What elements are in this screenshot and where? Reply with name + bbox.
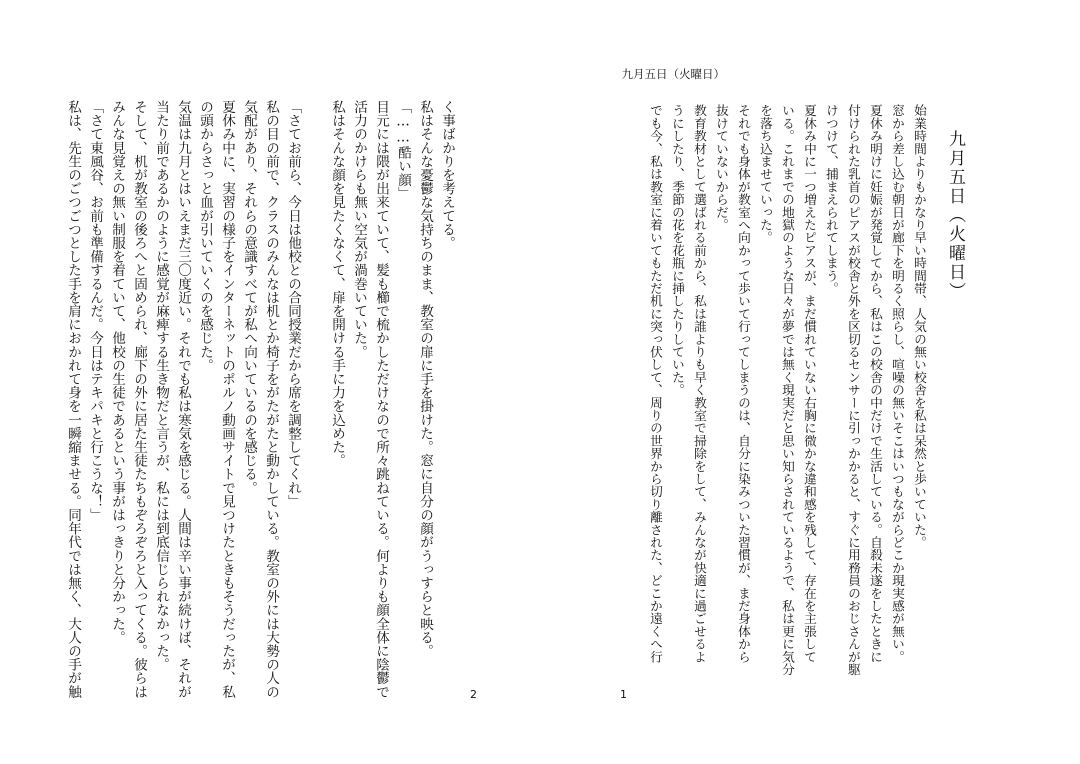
- text-line: 気配があり、それらの意識すべてが私へ向いているのを感じる。: [241, 100, 257, 495]
- text-line: 「さてお前ら、今日は他校との合同授業だから席を調整してくれ」: [285, 100, 301, 508]
- text-line: 目元には隈が出来ていて、髪も櫛で梳かしただけなので所々跳ねている。何よりも顔全体に陰鬱で: [373, 100, 389, 699]
- text-line: 窓から差し込む朝日が廊下を明るく照らし、喧噪の無いそこはいつもながらどこか現実感が無い。: [890, 104, 905, 663]
- text-line: 当たり前であるかのように感覚が麻痺する生き物だと言うが、私には到底信じられなかった。: [153, 100, 169, 672]
- text-line: みんな見覚えの無い制服を着ていて、他校の生徒であるという事がはっきりと分かった。: [109, 100, 125, 644]
- chapter-title: 九月五日（火曜日）: [945, 130, 965, 301]
- text-line: 私の目の前で、クラスのみんなは机とか椅子をがたがたと動かしている。教室の外には大勢の人の: [263, 100, 279, 699]
- text-line: 付けられた乳首のピアスが校舎と外を区切るセンサーに引っかかると、すぐに用務員のおじさんが駆: [846, 104, 861, 676]
- text-line: 私はそんな顔を見たくなくて、扉を開ける手に力を込めた。: [329, 100, 345, 468]
- left-page-body: [62, 100, 458, 720]
- text-line: 気温は九月とはいえまだ三〇度近い。それでも私は寒気を感じる。人間は辛い事が続けば、それが: [175, 100, 191, 699]
- page-number: 2: [470, 688, 477, 701]
- text-line: 活力のかけらも無い空気が渦巻いていた。: [351, 100, 367, 359]
- text-line: 私は、先生のごつごつとした手を肩におかれて身を一瞬縮ませる。同年代では無く、大人の手が触: [65, 100, 81, 699]
- text-line: でも今、私は教室に着いてもただ机に突っ伏して、周りの世界から切り離された、どこか遠くへ行: [648, 104, 663, 663]
- right-page: [540, 0, 1080, 764]
- text-line: けつけて、捕まえられてしまう。: [824, 104, 839, 295]
- text-line: 私はそんな憂鬱な気持ちのまま、教室の扉に手を掛けた。窓に自分の顔がうっすらと映る。: [417, 100, 433, 658]
- text-line: 抜けていないからだ。: [714, 104, 729, 231]
- right-page-body: [644, 104, 930, 684]
- text-line: の頭からさっと血が引いていくのを感じた。: [197, 100, 213, 372]
- text-line: いる。これまでの地獄のような日々が夢では無く現実だと思い知らされているようで、私は更に気分: [780, 104, 795, 676]
- text-line: 夏休み中に、実習の様子をインターネットのポルノ動画サイトで見つけたときもそうだったが、私: [219, 100, 235, 699]
- text-line: 「さて東風谷、お前も準備するんだ。今日はテキパキと行こうな！」: [87, 100, 103, 522]
- text-line: それでも身体が教室へ向かって歩いて行ってしまうのは、自分に染みついた習慣が、まだ身体から: [736, 104, 751, 663]
- text-line: 夏休み明けに妊娠が発覚してから、私はこの校舎の中だけで生活している。自殺未遂をしたときに: [868, 104, 883, 663]
- text-line: く事ばかりを考えてる。: [439, 100, 455, 250]
- text-line: そして、机が教室の後ろへと固められ、廊下の外に居た生徒たちもぞろぞろと入ってくる。彼らは: [131, 100, 147, 699]
- text-line: を落ち込ませていった。: [758, 104, 773, 244]
- text-line: うにしたり、季節の花を花瓶に挿したりしていた。: [670, 104, 685, 397]
- running-header: 九月五日（火曜日）: [621, 67, 725, 81]
- text-line: 夏休み中に一つ増えたピアスが、まだ慣れていない右胸に微かな違和感を残して、存在を主張して: [802, 104, 817, 663]
- page-number: 1: [620, 688, 627, 701]
- text-line: 教育教材として選ばれる前から、私は誰よりも早く教室で掃除をして、みんなが快適に過ごせるよ: [692, 104, 707, 663]
- text-line: 「……酷い顔」: [395, 100, 411, 200]
- blank-line: [304, 100, 326, 720]
- text-line: 始業時間よりもかなり早い時間帯、人気の無い校舎を私は呆然と歩いていた。: [912, 104, 927, 549]
